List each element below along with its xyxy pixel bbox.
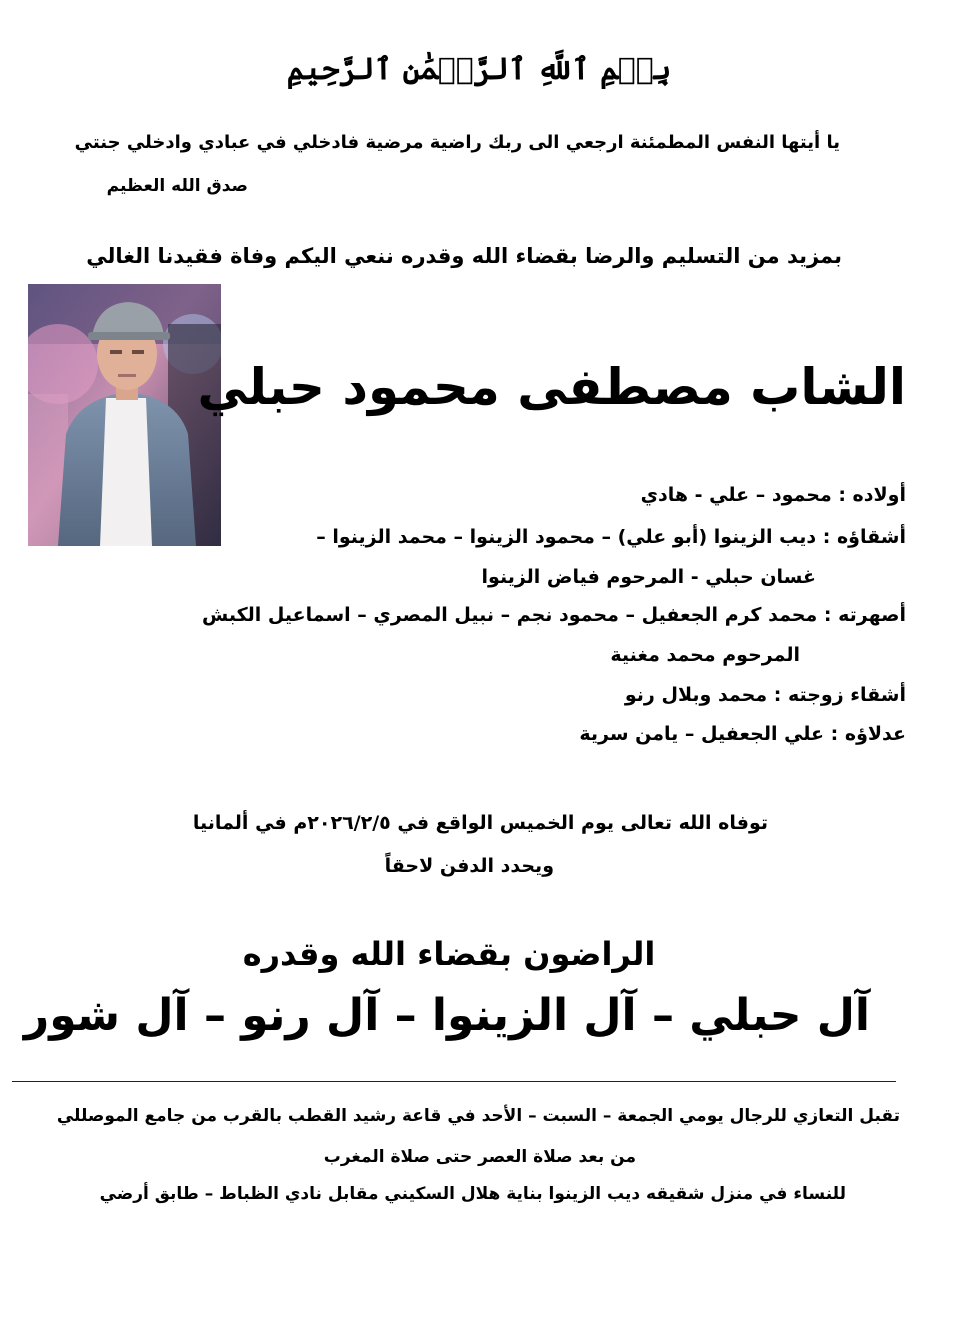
- deceased-photo: [28, 284, 221, 546]
- burial-notice: ويحدد الدفن لاحقاً: [384, 855, 554, 877]
- condolences-women: للنساء في منزل شقيقه ديب الزينوا بناية هلال السكيني مقابل نادي الظباط – طابق أرضي: [99, 1184, 846, 1204]
- in-laws-line-1: أصهرته : محمد كرم الجعفيل – محمود نجم – نبيل المصري – اسماعيل الكبش: [201, 604, 906, 626]
- verse-closing: صدق الله العظيم: [106, 176, 248, 196]
- mourning-families: آل حبلي – آل الزينوا – آل رنو – آل شور: [23, 990, 870, 1041]
- obituary-intro: بمزيد من التسليم والرضا بقضاء الله وقدره ننعي اليكم وفاة فقيدنا الغالي: [86, 244, 842, 268]
- brothers-line-2: غسان حبلي - المرحوم فياض الزينوا: [481, 566, 816, 588]
- wife-brothers-line: أشقاء زوجته : محمد وبلال رنو: [624, 684, 906, 706]
- quran-verse: يا أيتها النفس المطمئنة ارجعي الى ربك راضية مرضية فادخلي في عبادي وادخلي جنتي: [74, 132, 840, 153]
- brothers-in-law-line: عدلاؤه : علي الجعفيل – يامن سرية: [579, 723, 906, 745]
- basmala: بِسۡمِ ٱللَّهِ ٱلرَّحۡمَٰنِ ٱلرَّحِيمِ: [286, 52, 672, 87]
- deceased-name: الشاب مصطفى محمود حبلي: [197, 358, 906, 416]
- brothers-line-1: أشقاؤه : ديب الزينوا (أبو علي) – محمود الزينوا – محمد الزينوا –: [316, 526, 906, 548]
- condolences-men: تقبل التعازي للرجال يومي الجمعة – السبت – الأحد في قاعة رشيد القطب بالقرب من جامع الموصللي: [56, 1106, 900, 1126]
- divider: [12, 1081, 896, 1082]
- condolences-men-time: من بعد صلاة العصر حتى صلاة المغرب: [323, 1147, 636, 1167]
- children-line: أولاده : محمود – علي - هادي: [640, 484, 906, 506]
- in-laws-line-2: المرحوم محمد مغنية: [610, 644, 800, 666]
- death-notice: توفاه الله تعالى يوم الخميس الواقع في ٢٠٢٦/٢/٥م في ألمانيا: [192, 812, 768, 834]
- mourners-title: الراضون بقضاء الله وقدره: [242, 935, 656, 973]
